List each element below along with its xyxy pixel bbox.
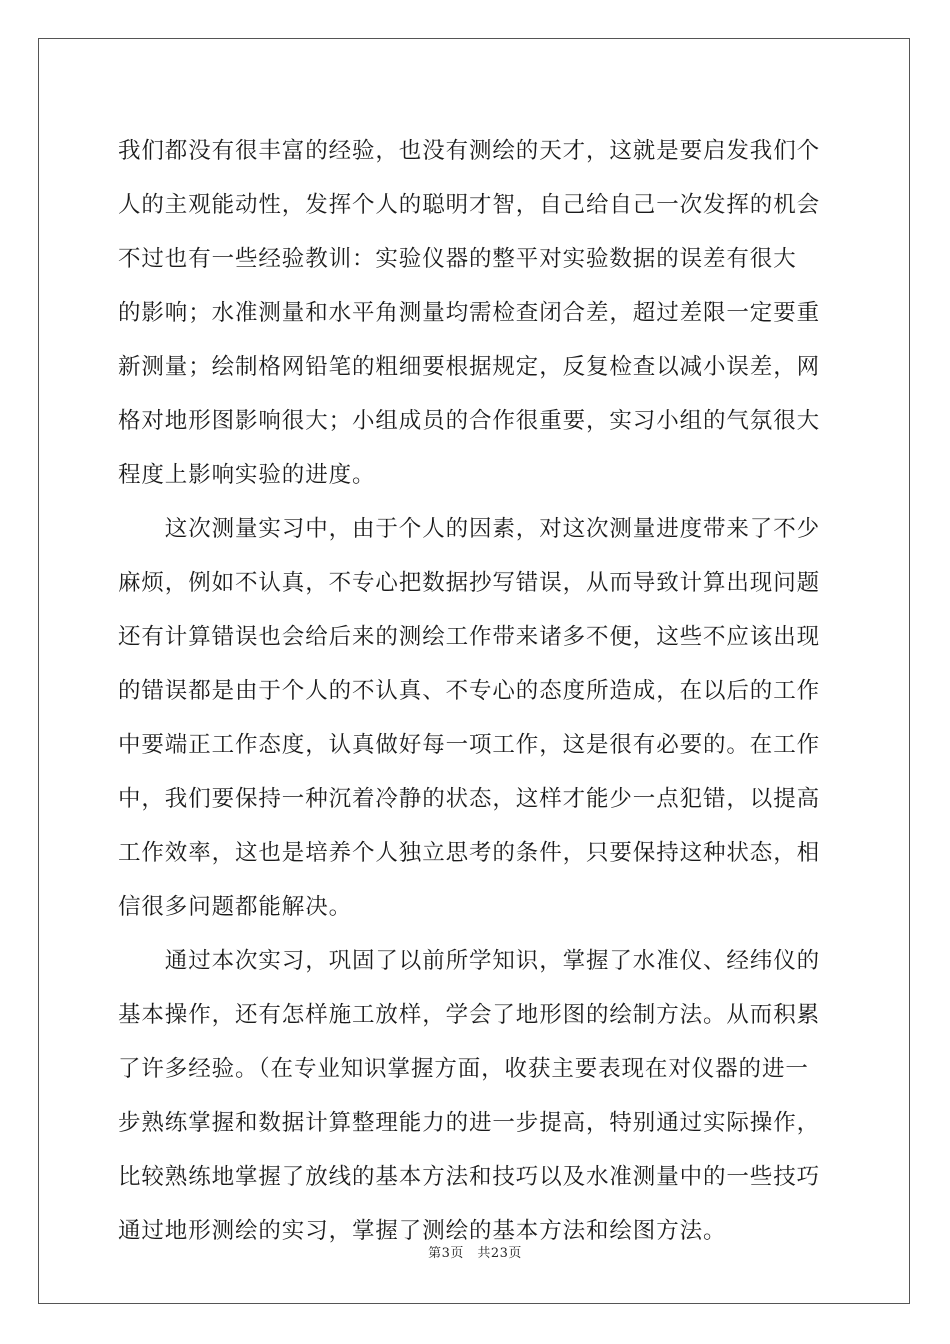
text-line: 中要端正工作态度，认真做好每一项工作，这是很有必要的。在工作: [118, 732, 821, 758]
text-line: 通过地形测绘的实习，掌握了测绘的基本方法和绘图方法。: [118, 1218, 727, 1244]
text-line: 还有计算错误也会给后来的测绘工作带来诸多不便，这些不应该出现: [118, 624, 821, 650]
text-line: 工作效率，这也是培养个人独立思考的条件，只要保持这种状态，相: [118, 840, 821, 866]
text-line: 麻烦，例如不认真，不专心把数据抄写错误，从而导致计算出现问题: [118, 570, 821, 596]
page-number: 第3页 共23页: [428, 1246, 522, 1261]
text-line: 了许多经验。（在专业知识掌握方面，收获主要表现在对仪器的进一: [118, 1056, 809, 1082]
text-line: 比较熟练地掌握了放线的基本方法和技巧以及水准测量中的一些技巧: [118, 1164, 821, 1190]
text-line: 人的主观能动性，发挥个人的聪明才智，自己给自己一次发挥的机会: [118, 192, 821, 218]
document-body: [118, 124, 838, 1258]
text-line: 通过本次实习，巩固了以前所学知识，掌握了水准仪、经纬仪的: [118, 948, 821, 974]
text-line: 格对地形图影响很大；小组成员的合作很重要，实习小组的气氛很大: [118, 408, 821, 434]
text-line: 中，我们要保持一种沉着冷静的状态，这样才能少一点犯错，以提高: [118, 786, 821, 812]
text-line: 我们都没有很丰富的经验，也没有测绘的天才，这就是要启发我们个: [118, 138, 821, 164]
text-line: 的影响；水准测量和水平角测量均需检查闭合差，超过差限一定要重: [118, 300, 821, 326]
text-line: 这次测量实习中，由于个人的因素，对这次测量进度带来了不少: [118, 516, 821, 542]
text-line: 程度上影响实验的进度。: [118, 462, 376, 488]
text-line: 不过也有一些经验教训：实验仪器的整平对实验数据的误差有很大: [118, 246, 797, 272]
text-line: 基本操作，还有怎样施工放样，学会了地形图的绘制方法。从而积累: [118, 1002, 821, 1028]
text-line: 信很多问题都能解决。: [118, 894, 353, 920]
text-line: 步熟练掌握和数据计算整理能力的进一步提高，特别通过实际操作，: [118, 1110, 821, 1136]
text-line: 的错误都是由于个人的不认真、不专心的态度所造成，在以后的工作: [118, 678, 821, 704]
text-line: 新测量；绘制格网铅笔的粗细要根据规定，反复检查以减小误差，网: [118, 354, 821, 380]
